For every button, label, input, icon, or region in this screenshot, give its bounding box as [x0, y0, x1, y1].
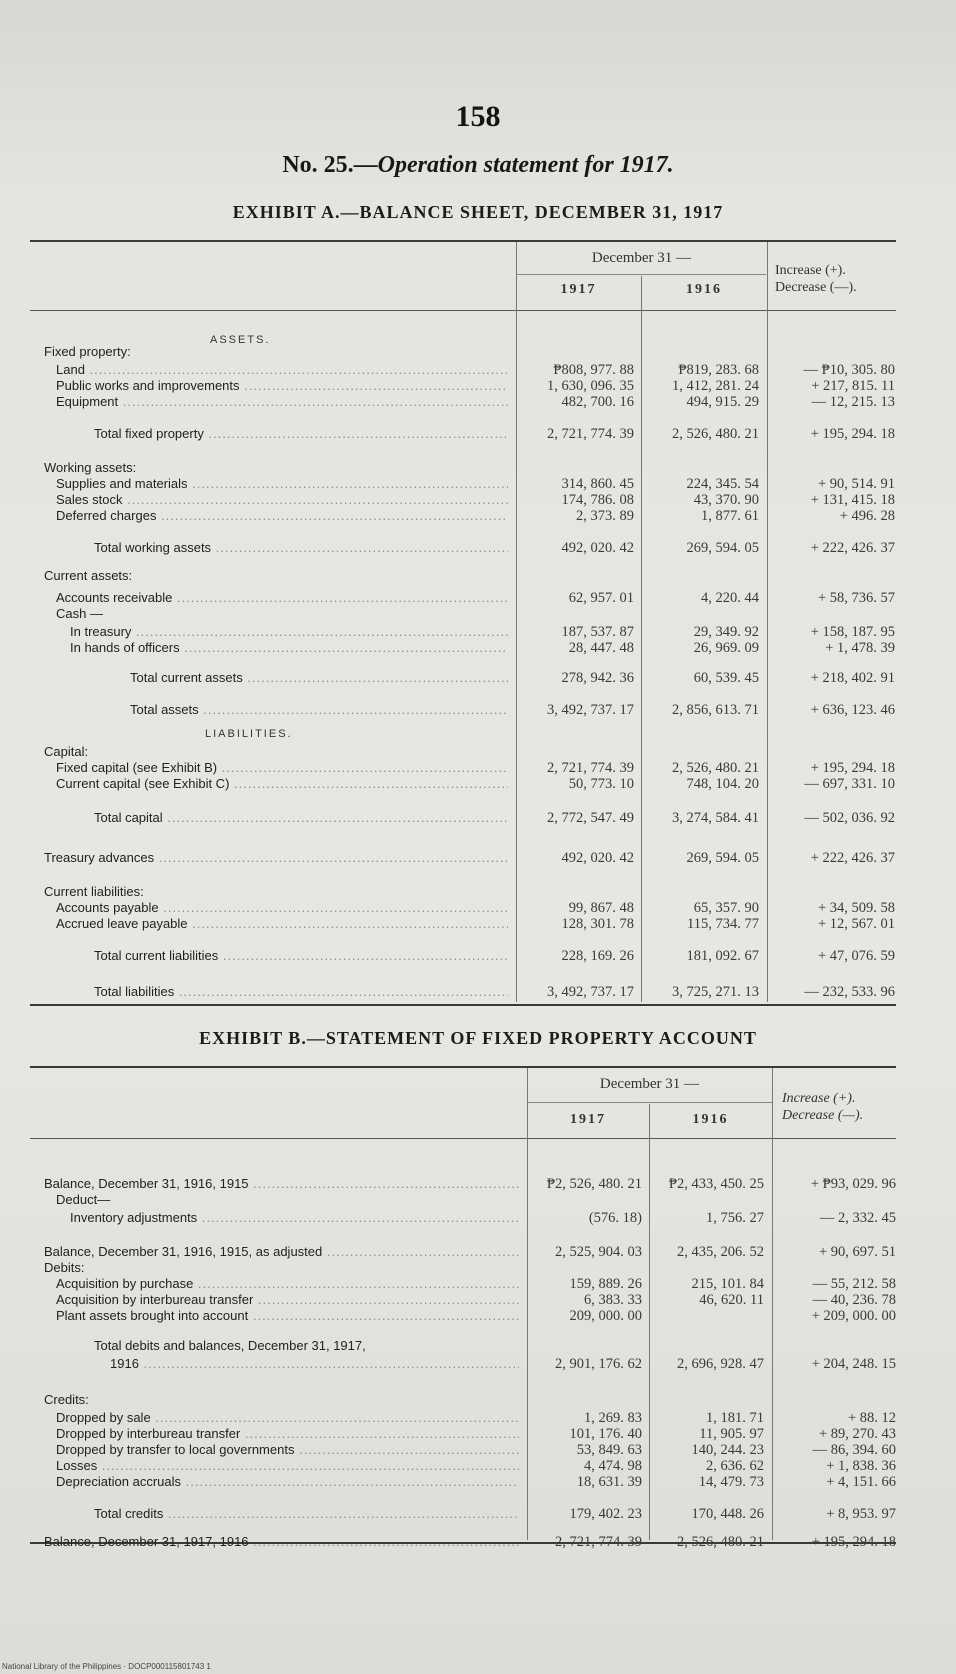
- exhibit-a-value-1916: 4, 220. 44: [701, 590, 759, 606]
- exhibit-b-row-label: [44, 1244, 519, 1259]
- exhibit-b-row: [0, 1308, 956, 1326]
- exhibit-b-row-label-text: Plant assets brought into account: [56, 1308, 249, 1323]
- exhibit-a-value-change: + 195, 294. 18: [810, 760, 895, 776]
- exhibit-a-row-label: [44, 344, 508, 359]
- exhibit-a-value-1917: 3, 492, 737. 17: [547, 984, 634, 1000]
- exhibit-a-row-label: [94, 984, 508, 999]
- exhibit-a-row: [0, 984, 956, 1002]
- exhibit-b-value-1917: 18, 631. 39: [576, 1474, 642, 1490]
- exhibit-a-row-label-text: Supplies and materials: [56, 476, 188, 491]
- increase-label: Increase (+).: [775, 263, 846, 278]
- exhibit-a-row-label: [44, 744, 508, 759]
- assets-heading: ASSETS.: [210, 334, 271, 346]
- exhibit-a-value-1916: 748, 104. 20: [686, 776, 759, 792]
- exhibit-a-value-1917: ₱808, 977. 88: [553, 362, 634, 378]
- exhibit-b-row-label-text: Losses: [56, 1458, 98, 1473]
- exhibit-a-value-1916: 26, 969. 09: [693, 640, 759, 656]
- exhibit-a-value-1916: 43, 370. 90: [693, 492, 759, 508]
- exhibit-a-value-change: + 158, 187. 95: [810, 624, 895, 640]
- exhibit-a-value-change: — 12, 215. 13: [811, 394, 895, 410]
- exhibit-b-value-1916: 2, 636. 62: [706, 1458, 764, 1474]
- exhibit-a-value-change: + 217, 815. 11: [811, 378, 895, 394]
- exhibit-a-row-label-text: Capital:: [44, 744, 89, 759]
- exhibit-b-value-1916: 2, 526, 480. 21: [677, 1534, 764, 1550]
- exhibit-a-row-label: [56, 776, 508, 791]
- exhibit-a-value-change: + 47, 076. 59: [817, 948, 895, 964]
- exhibit-b-value-change: + 204, 248. 15: [811, 1356, 896, 1372]
- exhibit-b-group-header: December 31 —: [599, 1076, 700, 1092]
- exhibit-b-value-1916: 2, 696, 928. 47: [677, 1356, 764, 1372]
- exhibit-a-value-1917: 2, 721, 774. 39: [547, 760, 634, 776]
- exhibit-b-value-1917: 2, 721, 774. 39: [555, 1534, 642, 1550]
- exhibit-a-value-1916: 2, 856, 613. 71: [672, 702, 759, 718]
- exhibit-b-row-label: [110, 1356, 519, 1371]
- exhibit-a-value-1917: 492, 020. 42: [561, 850, 634, 866]
- exhibit-a-value-1917: 28, 447. 48: [568, 640, 634, 656]
- exhibit-b-value-1916: 215, 101. 84: [691, 1276, 764, 1292]
- exhibit-a-row-label: [44, 850, 508, 865]
- exhibit-b-value-1916: ₱2, 433, 450. 25: [668, 1176, 764, 1192]
- exhibit-a-value-1917: 62, 957. 01: [568, 590, 634, 606]
- exhibit-b-top-rule: [30, 1066, 896, 1068]
- exhibit-a-value-1916: 29, 349. 92: [693, 624, 759, 640]
- exhibit-a-increase-header: [775, 262, 857, 296]
- exhibit-b-value-1916: 1, 756. 27: [706, 1210, 764, 1226]
- exhibit-b-row-label: [56, 1458, 519, 1473]
- exhibit-b-value-change: + 88. 12: [847, 1410, 896, 1426]
- exhibit-b-row-label-text: Acquisition by purchase: [56, 1276, 194, 1291]
- exhibit-b-row-label-text: Depreciation accruals: [56, 1474, 182, 1489]
- exhibit-b-value-1917: 2, 901, 176. 62: [555, 1356, 642, 1372]
- exhibit-b-row-label-text: Dropped by interbureau transfer: [56, 1426, 241, 1441]
- exhibit-a-row-label: [130, 702, 508, 717]
- exhibit-a-row-label-text: Accounts payable: [56, 900, 159, 915]
- exhibit-a-row-label-text: Current capital (see Exhibit C): [56, 776, 230, 791]
- statement-title: [0, 152, 956, 179]
- exhibit-a-value-1916: 181, 092. 67: [686, 948, 759, 964]
- exhibit-b-value-change: + 89, 270. 43: [818, 1426, 896, 1442]
- exhibit-a-value-change: + 131, 415. 18: [810, 492, 895, 508]
- exhibit-a-value-change: + 222, 426. 37: [810, 540, 895, 556]
- exhibit-a-value-1916: 269, 594. 05: [686, 540, 759, 556]
- exhibit-a-row: [0, 568, 956, 586]
- exhibit-a-year-1916: 1916: [686, 282, 722, 297]
- exhibit-a-row-label: [94, 540, 508, 555]
- exhibit-a-row-label: [56, 394, 508, 409]
- exhibit-b-row-label: [56, 1292, 519, 1307]
- exhibit-a-row: [0, 640, 956, 658]
- exhibit-b-value-1917: (576. 18): [588, 1210, 642, 1226]
- exhibit-a-row-label-text: Total capital: [94, 810, 163, 825]
- exhibit-a-row-label-text: Total liabilities: [94, 984, 175, 999]
- exhibit-b-row-label: [56, 1426, 519, 1441]
- exhibit-a-row-label-text: Public works and improvements: [56, 378, 240, 393]
- exhibit-a-row-label: [94, 810, 508, 825]
- exhibit-a-row-label-text: In hands of officers: [70, 640, 180, 655]
- exhibit-a-value-change: — ₱10, 305. 80: [803, 362, 895, 378]
- exhibit-a-value-1917: 482, 700. 16: [561, 394, 634, 410]
- exhibit-b-value-change: — 2, 332. 45: [819, 1210, 896, 1226]
- exhibit-b-row-label: [44, 1176, 519, 1191]
- exhibit-a-row: [0, 916, 956, 934]
- exhibit-a-row: [0, 810, 956, 828]
- exhibit-a-row: [0, 776, 956, 794]
- exhibit-a-value-1917: 228, 169. 26: [561, 948, 634, 964]
- exhibit-a-row: [0, 344, 956, 362]
- exhibit-a-row-label: [94, 948, 508, 963]
- exhibit-b-row-label: [56, 1192, 519, 1207]
- exhibit-a-row-label-text: Total current liabilities: [94, 948, 219, 963]
- exhibit-a-value-change: + 218, 402. 91: [810, 670, 895, 686]
- exhibit-a-row-label: [56, 492, 508, 507]
- exhibit-a-row-label: [94, 426, 508, 441]
- exhibit-a-value-1916: 2, 526, 480. 21: [672, 426, 759, 442]
- exhibit-a-value-1916: 2, 526, 480. 21: [672, 760, 759, 776]
- exhibit-a-row: [0, 948, 956, 966]
- exhibit-b-group-rule: [527, 1102, 772, 1103]
- exhibit-a-value-1916: 494, 915. 29: [686, 394, 759, 410]
- increase-label: Increase (+).: [782, 1091, 856, 1106]
- exhibit-a-value-1916: 224, 345. 54: [686, 476, 759, 492]
- footer-note: National Library of the Philippines · DOCP000115801743 1: [2, 1662, 211, 1671]
- exhibit-b-row-label-text: Deduct—: [56, 1192, 111, 1207]
- exhibit-a-row-label-text: Accrued leave payable: [56, 916, 188, 931]
- exhibit-a-row-label: [56, 606, 508, 621]
- exhibit-a-title: EXHIBIT A.—BALANCE SHEET, DECEMBER 31, 1917: [232, 202, 724, 222]
- exhibit-b-value-1916: 170, 448. 26: [691, 1506, 764, 1522]
- exhibit-b-row-label-text: 1916: [110, 1356, 139, 1371]
- exhibit-b-value-1917: 4, 474. 98: [584, 1458, 642, 1474]
- exhibit-a-group-header: December 31 —: [591, 250, 692, 266]
- exhibit-b-value-change: — 40, 236. 78: [812, 1292, 896, 1308]
- exhibit-a-row: [0, 540, 956, 558]
- exhibit-a-row-label-text: Current liabilities:: [44, 884, 144, 899]
- exhibit-a-row-label-text: Current assets:: [44, 568, 133, 583]
- exhibit-b-row-label-text: Dropped by sale: [56, 1410, 151, 1425]
- liabilities-heading: LIABILITIES.: [205, 728, 293, 740]
- exhibit-a-row: [0, 426, 956, 444]
- exhibit-a-row-label: [56, 378, 508, 393]
- exhibit-b-row-label-text: Credits:: [44, 1392, 89, 1407]
- exhibit-b-row: [0, 1192, 956, 1210]
- exhibit-a-row-label: [56, 362, 508, 377]
- exhibit-b-value-change: + 8, 953. 97: [826, 1506, 896, 1522]
- exhibit-b-row-label: [44, 1392, 519, 1407]
- exhibit-b-value-1916: 2, 435, 206. 52: [677, 1244, 764, 1260]
- exhibit-b-row-label: [94, 1338, 519, 1353]
- exhibit-a-row-label: [44, 884, 508, 899]
- exhibit-b-value-change: + 4, 151. 66: [826, 1474, 896, 1490]
- exhibit-a-value-1917: 2, 373. 89: [576, 508, 634, 524]
- exhibit-b-value-1917: 6, 383. 33: [584, 1292, 642, 1308]
- exhibit-a-value-change: + 1, 478. 39: [825, 640, 895, 656]
- exhibit-b-row-label: [56, 1442, 519, 1457]
- exhibit-a-value-1916: 3, 725, 271. 13: [672, 984, 759, 1000]
- exhibit-b-value-1917: 2, 525, 904. 03: [555, 1244, 642, 1260]
- exhibit-b-value-1916: 11, 905. 97: [699, 1426, 764, 1442]
- exhibit-a-value-change: + 195, 294. 18: [810, 426, 895, 442]
- exhibit-a-value-1917: 278, 942. 36: [561, 670, 634, 686]
- exhibit-a-row-label-text: Accounts receivable: [56, 590, 173, 605]
- exhibit-a-value-change: — 697, 331. 10: [804, 776, 895, 792]
- exhibit-b-value-1916: 14, 479. 73: [698, 1474, 764, 1490]
- page-number: 158: [455, 100, 501, 133]
- exhibit-b-row-label-text: Balance, December 31, 1916, 1915: [44, 1176, 249, 1191]
- exhibit-b-value-change: + 1, 838. 36: [826, 1458, 896, 1474]
- exhibit-b-row-label-text: Acquisition by interbureau transfer: [56, 1292, 254, 1307]
- exhibit-a-row-label-text: Total working assets: [94, 540, 212, 555]
- exhibit-b-value-1917: 53, 849. 63: [576, 1442, 642, 1458]
- exhibit-a-value-1916: ₱819, 283. 68: [678, 362, 759, 378]
- exhibit-b-header-rule: [30, 1138, 896, 1139]
- exhibit-a-value-change: + 636, 123. 46: [810, 702, 895, 718]
- exhibit-a-row-label: [70, 640, 508, 655]
- exhibit-a-row-label: [44, 568, 508, 583]
- exhibit-a-value-change: + 34, 509. 58: [817, 900, 895, 916]
- exhibit-a-value-1916: 3, 274, 584. 41: [672, 810, 759, 826]
- exhibit-a-value-1917: 492, 020. 42: [561, 540, 634, 556]
- exhibit-b-value-1917: ₱2, 526, 480. 21: [546, 1176, 642, 1192]
- exhibit-a-value-1916: 1, 877. 61: [701, 508, 759, 524]
- exhibit-b-row-label-text: Total debits and balances, December 31, 1917,: [94, 1338, 366, 1353]
- exhibit-b-row-label-text: Inventory adjustments: [70, 1210, 198, 1225]
- exhibit-a-value-1916: 1, 412, 281. 24: [672, 378, 759, 394]
- exhibit-b-row: [0, 1210, 956, 1228]
- exhibit-a-value-1917: 99, 867. 48: [568, 900, 634, 916]
- exhibit-b-row-label-text: Dropped by transfer to local governments: [56, 1442, 295, 1457]
- exhibit-a-row-label: [56, 590, 508, 605]
- exhibit-b-value-1917: 179, 402. 23: [569, 1506, 642, 1522]
- exhibit-b-row-label: [44, 1534, 519, 1549]
- exhibit-a-group-rule: [516, 274, 766, 275]
- exhibit-a-row: [0, 702, 956, 720]
- exhibit-a-row-label: [56, 760, 508, 775]
- exhibit-b-value-1916: 140, 244. 23: [691, 1442, 764, 1458]
- exhibit-a-row-label: [56, 916, 508, 931]
- exhibit-b-row: [0, 1474, 956, 1492]
- exhibit-a-row-label: [56, 476, 508, 491]
- exhibit-b-row: [0, 1392, 956, 1410]
- exhibit-a-row-label-text: Land: [56, 362, 85, 377]
- exhibit-a-value-change: — 502, 036. 92: [804, 810, 895, 826]
- exhibit-b-value-change: — 86, 394. 60: [812, 1442, 896, 1458]
- exhibit-a-row-label-text: Total fixed property: [94, 426, 204, 441]
- exhibit-b-value-1916: 46, 620. 11: [699, 1292, 764, 1308]
- exhibit-a-row-label-text: Fixed property:: [44, 344, 131, 359]
- exhibit-a-value-1917: 3, 492, 737. 17: [547, 702, 634, 718]
- exhibit-a-value-1916: 269, 594. 05: [686, 850, 759, 866]
- exhibit-a-value-change: + 12, 567. 01: [817, 916, 895, 932]
- exhibit-b-year-1917: 1917: [570, 1112, 606, 1127]
- exhibit-a-row-label-text: Total current assets: [130, 670, 243, 685]
- exhibit-b-row-label: [94, 1506, 519, 1521]
- exhibit-b-row-label: [44, 1260, 519, 1275]
- exhibit-b-value-change: + ₱93, 029. 96: [810, 1176, 896, 1192]
- exhibit-a-row-label-text: Total assets: [130, 702, 199, 717]
- exhibit-a-row-label: [130, 670, 508, 685]
- exhibit-b-title: EXHIBIT B.—STATEMENT OF FIXED PROPERTY ACCOUNT: [199, 1028, 757, 1048]
- exhibit-a-bottom-rule: [30, 1004, 896, 1006]
- exhibit-b-row-label: [56, 1474, 519, 1489]
- exhibit-b-row-label: [56, 1410, 519, 1425]
- exhibit-a-row: [0, 394, 956, 412]
- exhibit-b-year-1916: 1916: [692, 1112, 729, 1127]
- exhibit-b-row-label: [56, 1276, 519, 1291]
- exhibit-b-value-change: + 195, 294. 18: [811, 1534, 896, 1550]
- exhibit-b-value-change: — 55, 212. 58: [812, 1276, 896, 1292]
- exhibit-a-row-label-text: In treasury: [70, 624, 132, 639]
- decrease-label: Decrease (—).: [775, 280, 857, 295]
- exhibit-b-value-1917: 159, 889. 26: [569, 1276, 642, 1292]
- exhibit-a-row-label-text: Treasury advances: [44, 850, 155, 865]
- exhibit-a-row: [0, 670, 956, 688]
- exhibit-b-row-label: [56, 1308, 519, 1323]
- exhibit-a-row: [0, 508, 956, 526]
- exhibit-a-value-1917: 50, 773. 10: [568, 776, 634, 792]
- exhibit-b-value-change: + 90, 697. 51: [818, 1244, 896, 1260]
- exhibit-b-value-change: + 209, 000. 00: [811, 1308, 896, 1324]
- exhibit-b-row: [0, 1338, 956, 1356]
- statement-title-prefix: No. 25.—: [282, 152, 378, 178]
- exhibit-b-value-1917: 101, 176. 40: [569, 1426, 642, 1442]
- exhibit-b-row: [0, 1534, 956, 1552]
- exhibit-a-value-change: + 222, 426. 37: [810, 850, 895, 866]
- exhibit-a-row-label-text: Equipment: [56, 394, 119, 409]
- exhibit-a-value-1917: 1, 630, 096. 35: [547, 378, 634, 394]
- exhibit-b-increase-header: [782, 1090, 863, 1124]
- exhibit-a-year-1917: 1917: [560, 282, 597, 297]
- exhibit-a-row-label: [70, 624, 508, 639]
- exhibit-a-row: [0, 606, 956, 624]
- exhibit-a-value-change: + 90, 514. 91: [817, 476, 895, 492]
- exhibit-a-row-label: [56, 508, 508, 523]
- exhibit-a-value-1917: 128, 301. 78: [561, 916, 634, 932]
- exhibit-a-row-label-text: Deferred charges: [56, 508, 157, 523]
- decrease-label: Decrease (—).: [782, 1108, 864, 1123]
- exhibit-a-value-1917: 2, 721, 774. 39: [547, 426, 634, 442]
- exhibit-a-row-label: [56, 900, 508, 915]
- exhibit-a-value-1917: 187, 537. 87: [561, 624, 634, 640]
- exhibit-a-row-label-text: Cash —: [56, 606, 103, 621]
- exhibit-a-value-1916: 60, 539. 45: [693, 670, 759, 686]
- exhibit-a-value-change: — 232, 533. 96: [804, 984, 895, 1000]
- exhibit-b-row-label: [70, 1210, 519, 1225]
- exhibit-a-row-label-text: Fixed capital (see Exhibit B): [56, 760, 218, 775]
- exhibit-a-row-label-text: Working assets:: [44, 460, 137, 475]
- exhibit-b-value-1916: 1, 181. 71: [706, 1410, 764, 1426]
- exhibit-a-value-1917: 2, 772, 547. 49: [547, 810, 634, 826]
- statement-title-italic: Operation statement for 1917.: [377, 152, 674, 178]
- exhibit-b-row: [0, 1356, 956, 1374]
- exhibit-a-value-1917: 314, 860. 45: [561, 476, 634, 492]
- exhibit-a-value-1916: 65, 357. 90: [693, 900, 759, 916]
- exhibit-a-value-1917: 174, 786. 08: [561, 492, 634, 508]
- exhibit-b-value-1917: 1, 269. 83: [584, 1410, 642, 1426]
- exhibit-a-row: [0, 850, 956, 868]
- exhibit-b-row: [0, 1506, 956, 1524]
- exhibit-a-row-label: [44, 460, 508, 475]
- exhibit-a-value-1916: 115, 734. 77: [687, 916, 759, 932]
- exhibit-b-row-label-text: Balance, December 31, 1916, 1915, as adjusted: [44, 1244, 323, 1259]
- exhibit-b-row-label-text: Total credits: [94, 1506, 164, 1521]
- exhibit-a-row-label-text: Sales stock: [56, 492, 123, 507]
- exhibit-a-value-change: + 496. 28: [839, 508, 895, 524]
- exhibit-a-value-change: + 58, 736. 57: [817, 590, 895, 606]
- exhibit-b-row-label-text: Debits:: [44, 1260, 85, 1275]
- exhibit-b-row-label-text: Balance, December 31, 1917, 1916: [44, 1534, 249, 1549]
- exhibit-b-value-1917: 209, 000. 00: [569, 1308, 642, 1324]
